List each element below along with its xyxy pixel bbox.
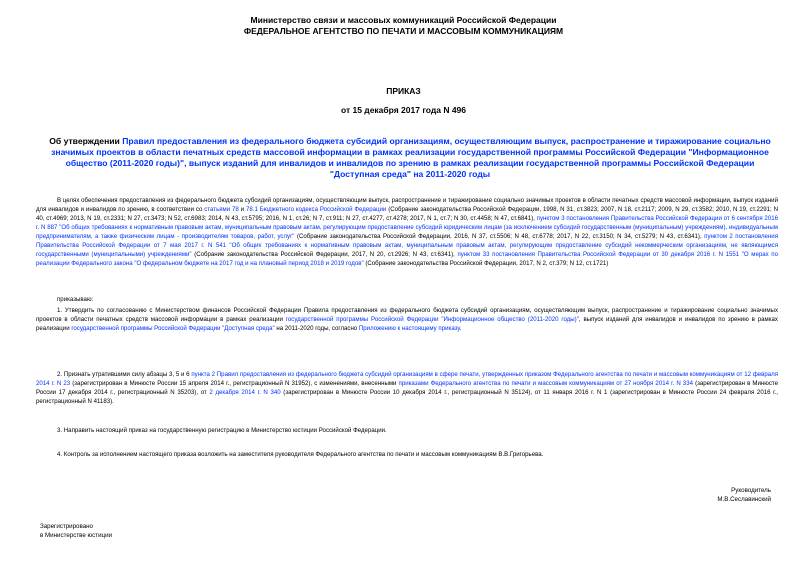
ministry-name: Министерство связи и массовых коммуникаций Российской Федерации (250, 15, 557, 25)
intro-text: (Собрание законодательства Российской Федерации, 2017, N 20, ст.2926; N 43, ст.6341), (191, 251, 458, 258)
budget-code-article-78-1-link[interactable]: 78.1 Бюджетного кодекса Российской Федерации (245, 206, 387, 213)
rules-point-2-link[interactable]: пункта 2 Правил предоставления из федерального бюджета субсидий организациям в сфере печати, утвержденных приказом Федерального агентства по печати и массовым коммуникациям от 12 февраля 2014 г. N 23 (36, 371, 778, 387)
item-text: 2. Признать утратившими силу абзацы 3, 5 и 6 (57, 371, 192, 378)
intro-text: (Собрание законодательства Российской Федерации, 1998, N 31, ст.3823; 2007, N 18, ст.2117; 2009, N 29, ст.3582; 2010, N 19, ст.2291; N 40, ст.4969; 2013, N 19, ст.2331; N 27, ст.3473; N 52, ст.6983; 2014, N 43, ст.5795; 2016, N 1, ст.26; N 7, ст.911; N 27, ст.4277, ст.4278; 2017, N 1, ст.7; N 30, ст.4458; N 47, ст.6841), (36, 206, 778, 222)
item-text: на 2011-2020 годы, согласно (274, 325, 359, 332)
item-text: 1. Утвердить по согласованию с Министерством финансов Российской Федерации Правила предоставления из федерального бюджета субсидий организациям, осуществляющим выпуск, распространение и тиражирование социально значимых проектов в области печатных средств массовой информации в рамках реализации (36, 307, 778, 323)
program-accessible-environment-link[interactable]: государственной программы Российской Федерации "Доступная среда" (71, 325, 275, 332)
resolution-887-link[interactable]: пунктом 3 постановления Правительства Российской Федерации от 6 сентября 2016 г. N 887 "Об общих требованиях к нормативным правовым актам, муниципальным правовым актам, регулирующим предоставление субсидий юридическим лицам (за исключением субсидий государственным (муниципальным) учреждениям), индивидуальным предпринимателям, а также физическим лицам - производителям товаров, работ, услуг" (36, 215, 778, 240)
order-item-3: 3. Направить настоящий приказ на государственную регистрацию в Министерство юстиции Российской Федерации. (57, 427, 387, 434)
intro-text: (Собрание законодательства Российской Федерации, 2017, N 2, ст.379; N 12, ст.1721) (363, 260, 609, 267)
order-item-1 (36, 306, 778, 333)
item-text: . (459, 325, 462, 332)
order-340-link[interactable]: 2 декабря 2014 г. N 340 (209, 389, 281, 396)
intro-paragraph (36, 196, 778, 268)
order-334-link[interactable]: приказами Федерального агентства по печати и массовым коммуникациям от 27 ноября 2014 г. N 334 (398, 380, 693, 387)
registration-line-1: Зарегистрировано (40, 523, 93, 530)
item-text: (зарегистрирован в Минюсте России 17 декабря 2014 г., регистрационный N 35203), от (36, 380, 778, 396)
orders-word: приказываю: (57, 296, 94, 303)
document-date-number: от 15 декабря 2017 года N 496 (340, 105, 467, 115)
signature-name: М.В.Сеславинский (717, 496, 771, 503)
resolution-541-link[interactable]: пунктом 2 постановления Правительства Российской Федерации от 7 мая 2017 г. N 541 "Об общих требованиях к нормативным правовым актам, муниципальным правовым актам, регулирующим предоставление субсидий некоммерческим организациям, не являющимся государственными (муниципальными) учреждениями" (36, 233, 779, 258)
order-item-4: 4. Контроль за исполнением настоящего приказа возложить на заместителя руководителя Федерального агентства по печати и массовым коммуникациям В.В.Григорьева. (57, 451, 544, 458)
item-text: (зарегистрирован в Минюсте России 10 декабря 2014 г., регистрационный N 35124), от 11 января 2016 г. N 1 (зарегистрирован в Минюсте России 24 февраля 2016 г., регистрационный N 41183). (36, 389, 779, 405)
intro-text: В целях обеспечения предоставления из федерального бюджета субсидий организациям, осуществляющим выпуск, распространение и тиражирование социально значимых проектов в области печатных средств массовой информации, выпуск изданий для инвалидов и инвалидов по зрению, в соответствии со (36, 197, 778, 213)
title-link[interactable]: Правил предоставления из федерального бюджета субсидий организациям, осуществляющим выпуск, распространение и тиражирование социально значимых проектов в области печатных средств массовой информации в рамках реализации государственной программы Российской Федерации "Информационное общество (2011-2020 годы)", выпуск изданий для инвалидов и инвалидов по зрению в рамках реализации государственной программы Российской Федерации "Доступная среда" на 2011-2020 годы (51, 136, 771, 179)
document-type: ПРИКАЗ (386, 86, 421, 96)
resolution-1551-link[interactable]: пунктом 33 постановления Правительства Российской Федерации от 30 декабря 2016 г. N 1551 "О мерах по реализации Федерального закона "О федеральном бюджете на 2017 год и на плановый период 2018 и 2019 годов" (36, 251, 778, 267)
item-text: , выпуск изданий для инвалидов и инвалидов по зрению в рамках реализации (36, 316, 778, 332)
document-title (40, 136, 780, 180)
appendix-link[interactable]: Приложению к настоящему приказу (358, 325, 460, 332)
budget-code-article-78-link[interactable]: статьями 78 (204, 206, 239, 213)
order-item-2 (36, 370, 778, 406)
intro-text: (Собрание законодательства Российской Федерации, 2016, N 37, ст.5506; N 48, ст.6778; 2017, N 22, ст.3150; N 34, ст.5279; N 43, ст.6341), (294, 233, 705, 240)
item-text: (зарегистрирован в Минюсте России 15 апреля 2014 г., регистрационный N 31952), с изменениями, внесенными (70, 380, 399, 387)
intro-text: и (238, 206, 246, 213)
title-prefix: Об утверждении (49, 136, 123, 146)
signature-position: Руководитель (731, 487, 771, 494)
registration-line-2: в Министерстве юстиции (40, 532, 113, 539)
program-information-society-link[interactable]: государственной программы Российской Федерации "Информационное общество (2011-2020 годы)" (285, 316, 579, 323)
agency-name: ФЕДЕРАЛЬНОЕ АГЕНТСТВО ПО ПЕЧАТИ И МАССОВЫМ КОММУНИКАЦИЯМ (243, 26, 564, 36)
